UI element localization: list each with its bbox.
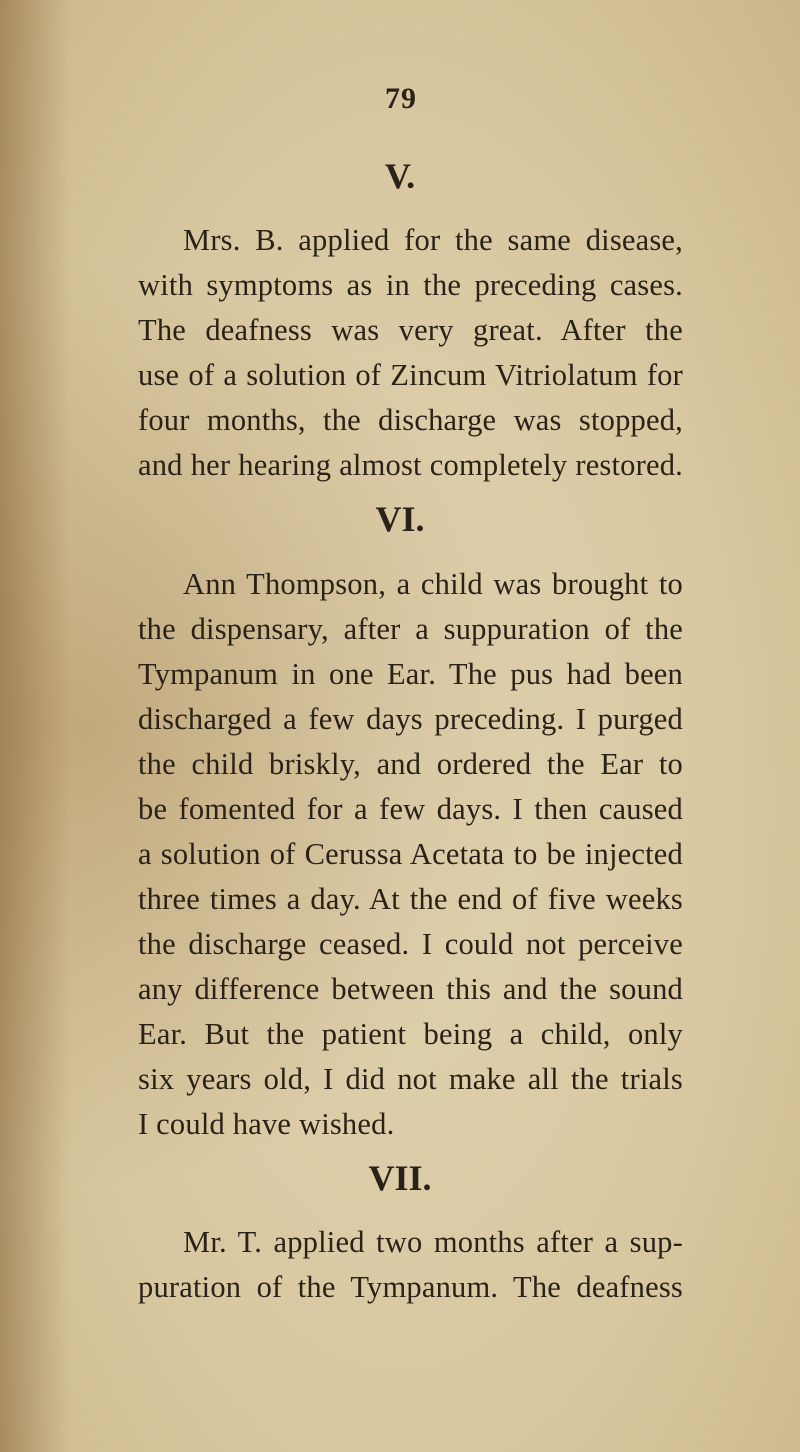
section-heading-vii: VII.: [368, 1158, 432, 1198]
page-gutter-shadow: [0, 0, 70, 1452]
text-line: the dispensary, after a suppuration of the: [138, 612, 683, 646]
text-line: three times a day. At the end of five weeks: [138, 882, 683, 916]
section-heading-vi: VI.: [375, 499, 425, 539]
text-line: Mrs. B. applied for the same disease,: [183, 223, 683, 257]
text-line: puration of the Tympanum. The deafness: [138, 1270, 683, 1304]
text-line: Ear. But the patient being a child, only: [138, 1017, 683, 1051]
text-line: Tympanum in one Ear. The pus had been: [138, 657, 683, 691]
text-line: Mr. T. applied two months after a sup-: [183, 1225, 683, 1259]
page-number: 79: [385, 82, 417, 115]
text-line: I could have wished.: [138, 1107, 395, 1141]
text-line: a solution of Cerussa Acetata to be injected: [138, 837, 683, 871]
text-line: the discharge ceased. I could not perceive: [138, 927, 683, 961]
text-line: be fomented for a few days. I then caused: [138, 792, 683, 826]
text-line: and her hearing almost completely restored.: [138, 448, 683, 482]
text-line: use of a solution of Zincum Vitriolatum for: [138, 358, 683, 392]
text-line: four months, the discharge was stopped,: [138, 403, 683, 437]
text-line: the child briskly, and ordered the Ear to: [138, 747, 683, 781]
section-vii-paragraph: [138, 1220, 683, 1310]
text-line: six years old, I did not make all the trials: [138, 1062, 683, 1096]
text-line: Ann Thompson, a child was brought to: [183, 567, 683, 601]
text-line: with symptoms as in the preceding cases.: [138, 268, 683, 302]
text-line: any difference between this and the sound: [138, 972, 683, 1006]
section-vi-paragraph: [138, 562, 683, 1147]
text-line: discharged a few days preceding. I purged: [138, 702, 683, 736]
section-v-paragraph: [138, 218, 683, 488]
text-line: The deafness was very great. After the: [138, 313, 683, 347]
section-heading-v: V.: [384, 156, 416, 196]
